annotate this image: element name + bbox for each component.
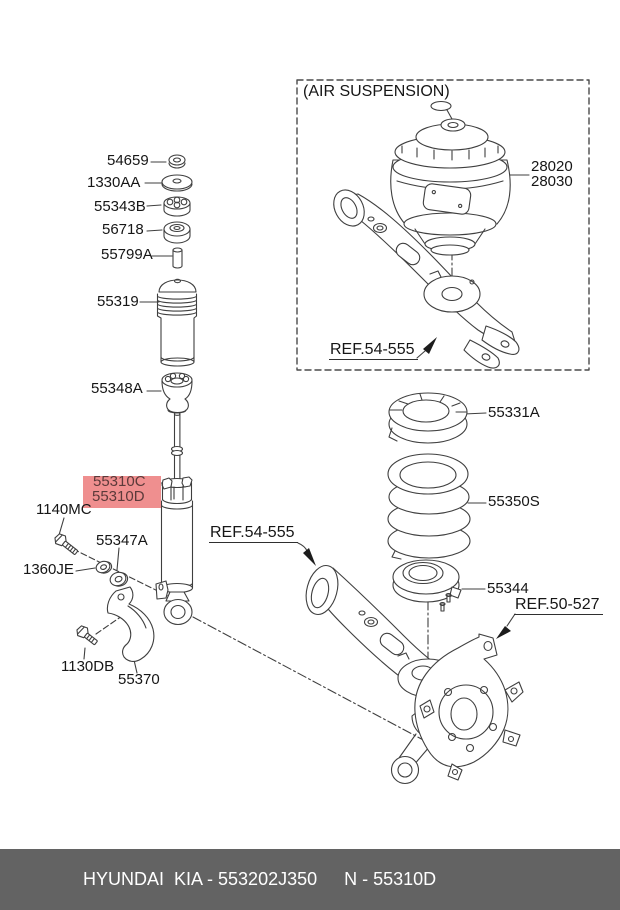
label-28030: 28030 bbox=[531, 173, 573, 190]
nut-54659-drawing bbox=[169, 155, 185, 168]
label-55331A: 55331A bbox=[488, 404, 540, 421]
bump-stop-55348A-drawing bbox=[162, 373, 192, 413]
label-54659: 54659 bbox=[107, 152, 149, 169]
label-55343B: 55343B bbox=[94, 198, 146, 215]
label-28020: 28020 bbox=[531, 158, 573, 175]
label-55370: 55370 bbox=[118, 671, 160, 688]
ref-label-main-arm: REF.54-555 bbox=[209, 525, 298, 543]
label-1330AA: 1330AA bbox=[87, 174, 141, 191]
spring-pad-55331A-drawing bbox=[389, 393, 467, 443]
shock-absorber-drawing bbox=[156, 413, 193, 625]
label-55310D[interactable]: 55310D bbox=[92, 488, 145, 505]
label-55799A: 55799A bbox=[101, 246, 153, 263]
air-suspension-title: (AIR SUSPENSION) bbox=[303, 83, 450, 100]
footer-part-number: N - 55310D bbox=[344, 869, 437, 889]
label-1360JE: 1360JE bbox=[23, 561, 74, 578]
label-55319: 55319 bbox=[97, 293, 139, 310]
shield-55370-drawing bbox=[107, 587, 153, 661]
coil-spring-55350S-drawing bbox=[388, 454, 470, 559]
bearing-56718-drawing bbox=[164, 222, 190, 243]
washer-55347A-drawing bbox=[108, 570, 129, 589]
washer-1330AA-drawing bbox=[162, 175, 192, 191]
label-55310C[interactable]: 55310C bbox=[93, 473, 146, 490]
label-55350S: 55350S bbox=[488, 493, 540, 510]
bolt-1130DB-drawing bbox=[75, 624, 101, 648]
knuckle-drawing bbox=[415, 634, 523, 780]
label-55348A: 55348A bbox=[91, 380, 143, 397]
spring-pad-55344-drawing bbox=[393, 560, 461, 611]
label-55344: 55344 bbox=[487, 580, 529, 597]
bolt-1140MC-drawing bbox=[53, 532, 81, 557]
label-55347A: 55347A bbox=[96, 532, 148, 549]
label-1130DB: 1130DB bbox=[61, 658, 115, 675]
dust-cover-55319-drawing bbox=[158, 279, 197, 366]
label-56718: 56718 bbox=[102, 221, 144, 238]
spacer-55799A-drawing bbox=[173, 248, 182, 268]
ref-label-knuckle: REF.50-527 bbox=[514, 597, 603, 615]
ref-label-air-box: REF.54-555 bbox=[329, 342, 418, 360]
insulator-55343B-drawing bbox=[164, 197, 190, 216]
air-spring-drawing bbox=[391, 102, 510, 256]
footer-bar bbox=[0, 849, 620, 910]
label-1140MC: 1140MC bbox=[36, 501, 92, 518]
footer-catalog-code: HYUNDAI KIA - 553202J350 bbox=[83, 869, 318, 889]
